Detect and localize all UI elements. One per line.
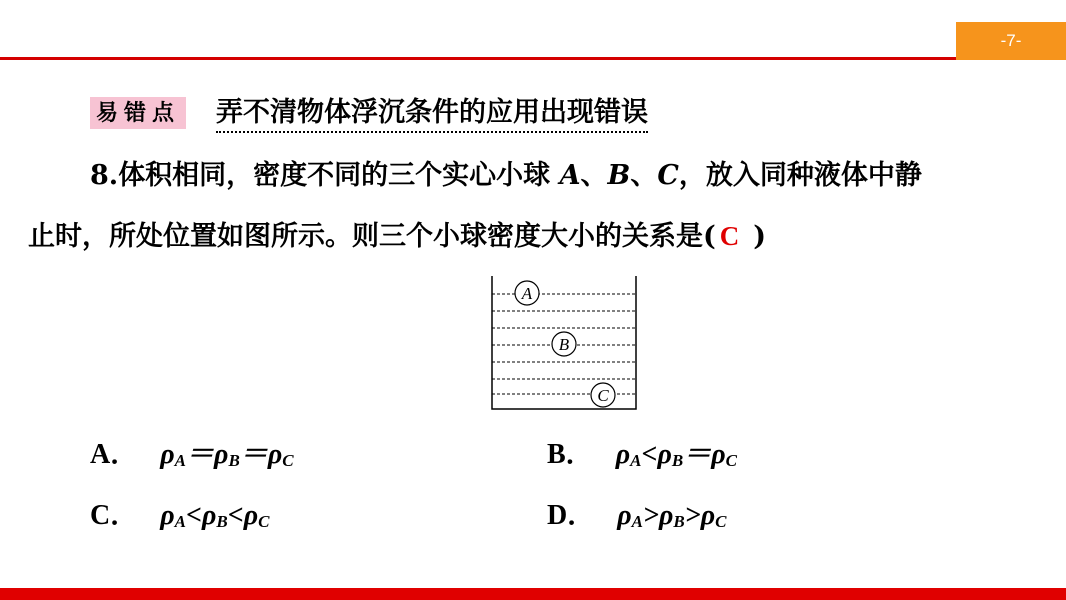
ball-b	[552, 332, 576, 356]
separator-1: 、	[580, 160, 608, 191]
question-line-2	[28, 218, 766, 255]
question-line-1	[90, 158, 922, 194]
option-c[interactable]	[90, 498, 270, 540]
ball-label-c: C	[657, 160, 679, 191]
ball-a-label: A	[521, 284, 533, 303]
option-letter: B．	[547, 439, 594, 470]
question-close-paren: )	[753, 221, 767, 252]
liquid-container-figure	[490, 276, 638, 410]
option-expression: $\rho_A<\rho_B<\rho_C$	[160, 500, 270, 531]
question-text-1b: ，放入同种液体中静	[678, 160, 922, 191]
answer-text: C	[719, 221, 740, 251]
ball-c	[591, 383, 615, 407]
page-number-badge: -7-	[956, 22, 1066, 60]
ball-a	[515, 281, 539, 305]
option-expression: $\rho_A=\rho_B=\rho_C$	[160, 439, 294, 470]
separator-2: 、	[630, 160, 658, 191]
error-prone-tag: 易错点	[90, 97, 186, 129]
ball-label-b: B	[607, 160, 631, 191]
section-heading: 弄不清物体浮沉条件的应用出现错误	[216, 96, 648, 133]
option-letter: D．	[547, 500, 596, 531]
container-diagram	[490, 276, 638, 410]
option-expression: $\rho_A>\rho_B>\rho_C$	[617, 500, 727, 531]
ball-label-a: A	[559, 160, 581, 191]
question-number: 8.	[90, 160, 119, 191]
question-text-1a: 体积相同，密度不同的三个实心小球	[118, 160, 560, 191]
question-text-2: 止时，所处位置如图所示。则三个小球密度大小的关系是(	[28, 221, 716, 252]
option-d[interactable]	[547, 498, 727, 540]
option-b[interactable]	[547, 437, 737, 479]
footer-bar	[0, 588, 1066, 600]
option-expression: $\rho_A<\rho_B=\rho_C$	[615, 439, 738, 470]
option-letter: A．	[90, 439, 139, 470]
ball-b-label: B	[558, 335, 570, 354]
option-a[interactable]	[90, 437, 294, 479]
option-letter: C．	[90, 500, 139, 531]
header-divider	[0, 57, 956, 60]
ball-c-label: C	[597, 386, 609, 405]
